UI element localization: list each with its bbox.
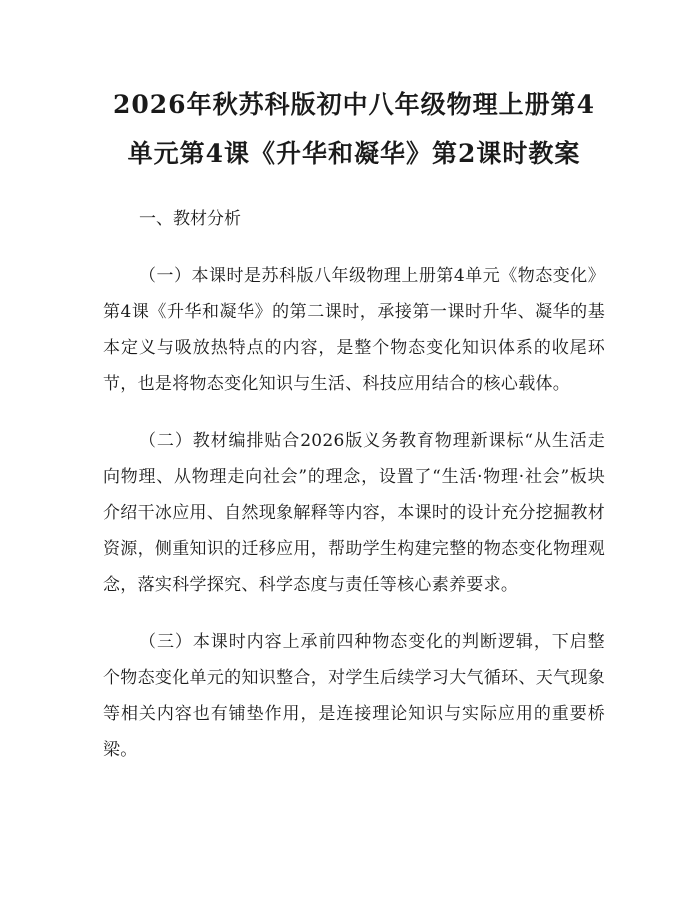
paragraph-1: （一）本课时是苏科版八年级物理上册第4单元《物态变化》第4课《升华和凝华》的第二课时，承接第一课时升华、凝华的基本定义与吸放热特点的内容，是整个物态变化知识体系的收尾环节，也是将物态变化知识与生活、科技应用结合的核心载体。 — [103, 266, 605, 394]
paragraph-3: （三）本课时内容上承前四种物态变化的判断逻辑，下启整个物态变化单元的知识整合，对学生后续学习大气循环、天气现象等相关内容也有铺垫作用，是连接理论知识与实际应用的重要桥梁。 — [103, 632, 605, 760]
paragraph-2: （二）教材编排贴合2026版义务教育物理新课标“从生活走向物理、从物理走向社会”的理念，设置了“生活·物理·社会”板块介绍干冰应用、自然现象解释等内容，本课时的设计充分挖掘教材资源，侧重知识的迁移应用，帮助学生构建完整的物态变化物理观念，落实科学探究、科学态度与责任等核心素养要求。 — [103, 431, 605, 595]
section-heading: 一、教材分析 — [139, 209, 241, 229]
document-title: 2026年秋苏科版初中八年级物理上册第4单元第4课《升华和凝华》第2课时教案 — [113, 90, 595, 168]
